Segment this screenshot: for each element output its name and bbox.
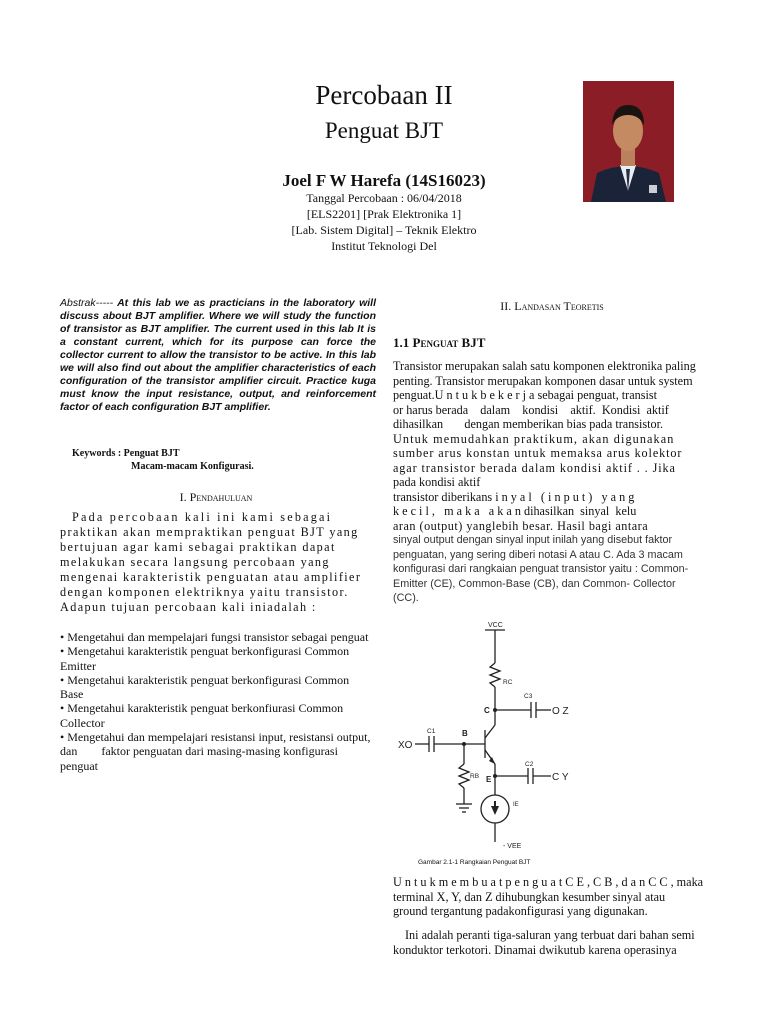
info-date: Tanggal Percobaan : 06/04/2018	[306, 191, 462, 205]
after-figure-line: terminal X, Y, dan Z dihubungkan kesumber sinyal atau	[393, 889, 666, 904]
after-figure-line: ground tergantung padakonfigurasi yang digunakan.	[393, 904, 648, 918]
info-lab: [Lab. Sistem Digital] – Teknik Elektro	[291, 223, 477, 237]
paper-subtitle: Penguat BJT	[324, 118, 444, 143]
subsection-heading: 1.1 Penguat BJT	[393, 335, 486, 350]
intro-line: dengan komponen elektriknya yaitu transistor.	[60, 585, 349, 599]
theory-line: aran (output) yanglebih besar. Hasil bagi antara	[393, 518, 649, 533]
objective-item: • Mengetahui karakteristik penguat berkonfigurasi Common Emitter	[60, 644, 350, 673]
intro-line: mengenai karakteristik penguatan atau amplifier	[60, 570, 362, 584]
objective-item: • Mengetahui karakteristik penguat berkonfiurasi Common Collector	[60, 701, 344, 730]
theory-line: (CC).	[393, 592, 419, 604]
abstract-label: Abstrak-----	[60, 297, 114, 309]
theory-line: or harus berada dalam kondisi aktif. Kondisi aktif	[393, 402, 669, 417]
theory-line: penting. Transistor merupakan komponen dasar untuk system	[393, 373, 693, 388]
theory-line: penguatan, yang sering diberi notasi A atau C. Ada 3 macam	[393, 548, 683, 561]
theory-line: transistor diberikans i n y a l ( i n p u t ) y a n g	[393, 489, 635, 504]
objective-item: • Mengetahui dan mempelajari resistansi input, resistansi output, dan faktor penguatan dari masing-masing konfigurasi penguat	[60, 730, 374, 773]
theory-line: Untuk memudahkan praktikum, akan digunakan	[393, 431, 675, 446]
intro-paragraph	[60, 510, 372, 615]
after-figure-line: U n t u k m e m b u a t p e n g u a t C E , C B , d a n C C , maka	[393, 875, 704, 889]
bjt-amplifier-circuit	[393, 618, 623, 856]
section-heading-pendahuluan: I. Pendahuluan	[179, 490, 253, 504]
label-z: O Z	[552, 706, 569, 717]
intro-line: Pada percobaan kali ini kami sebagai	[72, 510, 333, 524]
label-emitter: E	[486, 775, 492, 784]
intro-line: melakukan secara langsung percobaan yang	[60, 555, 330, 569]
theory-line: k e c i l , m a k a a k a n dihasilkan sinyal kelu	[393, 504, 637, 518]
closing-line: konduktor terkotori. Dinamai dwikutub karena operasinya	[393, 942, 677, 957]
label-rb: RB	[470, 773, 480, 780]
closing-line: Ini adalah peranti tiga-saluran yang terbuat dari bahan semi	[405, 928, 695, 942]
intro-line: bertujuan agar kami sebagai praktikan dapat	[60, 540, 336, 554]
label-collector: C	[484, 706, 490, 715]
info-course: [ELS2201] [Prak Elektronika 1]	[306, 207, 462, 221]
label-base: B	[462, 729, 468, 738]
after-figure-paragraph	[393, 875, 711, 919]
theory-line: Transistor merupakan salah satu komponen elektronika paling	[393, 359, 696, 373]
theory-line: agar transistor berada dalam kondisi aktif . . Jika	[393, 460, 676, 475]
author-photo	[583, 81, 674, 202]
objective-item: • Mengetahui dan mempelajari fungsi transistor sebagai penguat	[60, 630, 369, 644]
theory-line: penguat.U n t u k b e k e r j a sebagai penguat, transist	[393, 388, 657, 402]
label-vcc: VCC	[488, 622, 503, 629]
label-rc: RC	[503, 679, 513, 686]
label-vee: - VEE	[503, 843, 522, 850]
theory-line: sumber arus konstan untuk memaksa arus kolektor	[393, 446, 683, 460]
paper-title: Percobaan II	[315, 80, 453, 110]
theory-line: sinyal output dengan sinyal input inilah yang disebut faktor	[393, 534, 673, 546]
section-heading-landasan: II. Landasan Teoretis	[500, 299, 604, 313]
label-y: C Y	[552, 772, 569, 783]
intro-line: Adapun tujuan percobaan kali iniadalah :	[60, 600, 317, 614]
label-ie: IE	[513, 802, 519, 808]
theory-line: dihasilkan dengan memberikan bias pada transistor.	[393, 417, 664, 431]
info-institution: Institut Teknologi Del	[331, 239, 437, 253]
objective-item: • Mengetahui karakteristik penguat berkonfigurasi Common Base	[60, 672, 350, 702]
abstract-text: At this lab we as practicians in the laboratory will discuss about BJT amplifier. Where we will study the function of transistor as BJT amplifier. The current used in this lab It is a constant current, which for its purpose can force the collector current to allow the transistor to be active. In this lab we will also find out about the amplifier characteristics of each configuration of the transistor amplifier circuit. Practice kuga must know the input resistance, output, and reinforcement factor of each configuration BJT amplifier.	[60, 297, 376, 413]
keywords-line-2: Macam-macam Konfigurasi.	[131, 461, 254, 472]
intro-line: praktikan akan mempraktikan penguat BJT yang	[60, 525, 359, 539]
theory-line: Emitter (CE), Common-Base (CB), dan Common- Collector	[393, 577, 676, 590]
closing-paragraph	[393, 928, 711, 957]
author-name: Joel F W Harefa (14S16023)	[282, 171, 486, 190]
label-c3: C3	[524, 693, 533, 700]
label-c2: C2	[525, 761, 534, 768]
objectives-list	[60, 630, 372, 773]
theory-line: konfigurasi dari rangkaian penguat transistor yaitu : Common-	[393, 563, 689, 575]
keywords-line: Keywords : Penguat BJT	[72, 448, 180, 459]
abstract	[60, 297, 376, 414]
label-x: XO	[398, 740, 413, 751]
figure-caption: Gambar 2.1-1 Rangkaian Penguat BJT	[418, 859, 531, 866]
label-c1: C1	[427, 728, 436, 735]
theory-line: pada kondisi aktif	[393, 475, 481, 489]
theory-paragraph	[393, 359, 711, 606]
